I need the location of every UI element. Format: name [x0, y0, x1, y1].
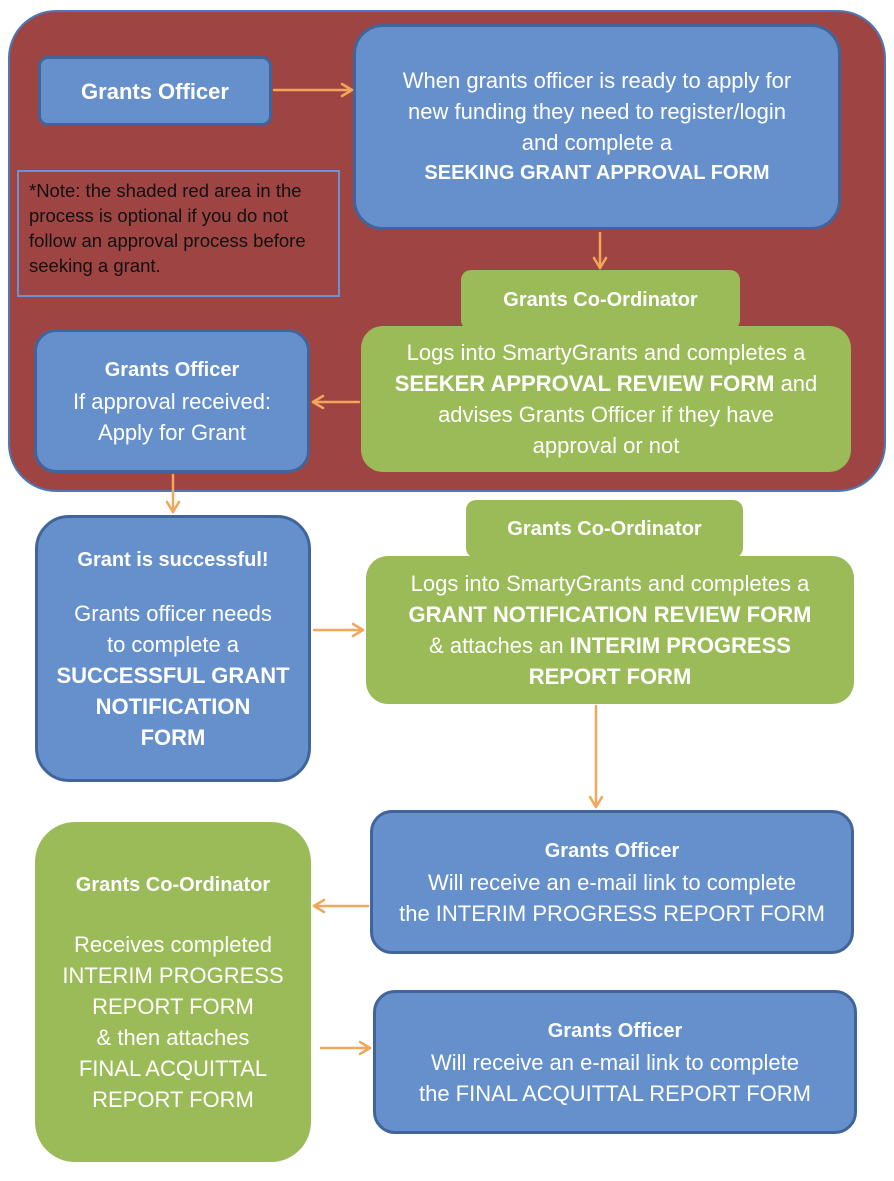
box-text-line: Will receive an e-mail link to complete [430, 1049, 800, 1075]
form-name: SEEKING GRANT APPROVAL FORM [424, 162, 770, 184]
box-text-line: Will receive an e-mail link to complete [427, 869, 797, 895]
box-text-line: to complete a [106, 631, 240, 657]
form-name: SUCCESSFUL GRANT [56, 662, 290, 688]
arrow-seeking-to-coordinator [594, 233, 606, 268]
form-name: INTERIM PROGRESS [569, 633, 791, 658]
box-text-line: Grants officer needs [74, 600, 272, 626]
box-text-line: When grants officer is ready to apply for [402, 68, 792, 93]
box-title: Grant is successful! [77, 548, 269, 571]
box-title: Grants Officer [81, 78, 229, 104]
box-text-line: REPORT FORM [92, 993, 254, 1019]
form-name: SEEKER APPROVAL REVIEW FORM [394, 371, 775, 396]
arrow-successful-to-notification-review [314, 624, 363, 636]
box-text-fragment: and [774, 371, 818, 396]
box-text-line: Logs into SmartyGrants and completes a [406, 340, 806, 365]
box-text-line: INTERIM PROGRESS [62, 962, 284, 988]
box-title: Grants Co-Ordinator [75, 873, 271, 896]
box-text-fragment: & attaches an [429, 633, 570, 658]
box-text-line: approval or not [532, 433, 680, 458]
box-text-line: Logs into SmartyGrants and completes a [410, 571, 810, 596]
arrow-interim-to-coordinator [314, 900, 368, 912]
box-title: Grants Officer [547, 1019, 683, 1042]
box-title: Grants Co-Ordinator [503, 288, 698, 311]
arrow-apply-to-successful [167, 475, 179, 512]
box-text-line: and complete a [521, 130, 673, 155]
box-text-line: REPORT FORM [92, 1086, 254, 1112]
arrow-review-to-officer [313, 396, 359, 408]
box-text-line: If approval received: [72, 388, 272, 414]
optional-note: *Note: the shaded red area in the process is optional if you do not follow an approval process before seeking a grant. [17, 170, 340, 297]
box-title: Grants Co-Ordinator [507, 517, 702, 540]
box-text-line: new funding they need to register/login [408, 99, 786, 124]
box-title: Grants Officer [104, 358, 240, 381]
box-text-line: the FINAL ACQUITTAL REPORT FORM [418, 1080, 811, 1106]
box-text-line: advises Grants Officer if they have [438, 402, 774, 427]
box-text-line: & then attaches [96, 1024, 250, 1050]
box-text-line: Receives completed [73, 931, 273, 957]
arrow-notification-to-interim [590, 706, 602, 807]
arrow-coordinator-to-final [321, 1042, 370, 1054]
arrow-officer-to-seeking-form [274, 84, 352, 96]
box-title: Grants Officer [544, 839, 680, 862]
form-name: REPORT FORM [528, 664, 692, 689]
form-name: NOTIFICATION [95, 693, 251, 719]
form-name: GRANT NOTIFICATION REVIEW FORM [408, 602, 812, 627]
box-text-line: the INTERIM PROGRESS REPORT FORM [399, 900, 825, 926]
box-text-line: FINAL ACQUITTAL [78, 1055, 268, 1081]
box-text-line: Apply for Grant [98, 419, 246, 445]
form-name: FORM [140, 724, 206, 750]
